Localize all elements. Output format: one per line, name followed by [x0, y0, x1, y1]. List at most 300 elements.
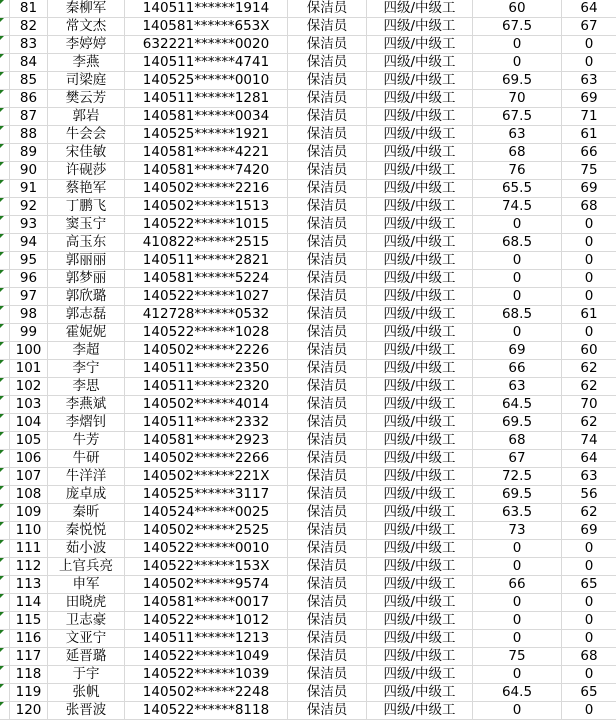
cell-row-number[interactable]: 89	[10, 144, 48, 161]
cell-skill-level[interactable]: 四级/中级工	[367, 342, 473, 359]
cell-row-number[interactable]: 110	[10, 522, 48, 539]
cell-score-1[interactable]: 0	[473, 540, 562, 557]
cell-job-title[interactable]: 保洁员	[288, 108, 367, 125]
cell-id-number[interactable]: 140522******1015	[125, 216, 288, 233]
cell-row-number[interactable]: 119	[10, 684, 48, 701]
cell-skill-level[interactable]: 四级/中级工	[367, 90, 473, 107]
cell-score-2[interactable]: 69	[580, 180, 598, 196]
cell-job-title[interactable]: 保洁员	[288, 288, 367, 305]
cell-row-number[interactable]: 98	[10, 306, 48, 323]
cell-skill-level[interactable]: 四级/中级工	[367, 108, 473, 125]
cell-skill-level[interactable]: 四级/中级工	[367, 450, 473, 467]
cell-score-2[interactable]: 0	[584, 540, 594, 556]
cell-skill-level[interactable]: 四级/中级工	[367, 324, 473, 341]
cell-job-title[interactable]: 保洁员	[288, 144, 367, 161]
cell-id-number[interactable]: 140522******0010	[125, 540, 288, 557]
cell-row-number[interactable]: 99	[10, 324, 48, 341]
cell-job-title[interactable]: 保洁员	[288, 126, 367, 143]
cell-row-number[interactable]: 116	[10, 630, 48, 647]
cell-id-number[interactable]: 140522******1012	[125, 612, 288, 629]
cell-job-title[interactable]: 保洁员	[288, 540, 367, 557]
cell-row-number[interactable]: 93	[10, 216, 48, 233]
cell-job-title[interactable]: 保洁员	[288, 306, 367, 323]
flag-cell[interactable]	[0, 468, 10, 485]
cell-skill-level[interactable]: 四级/中级工	[367, 486, 473, 503]
cell-score-1[interactable]: 73	[473, 522, 562, 539]
cell-score-2[interactable]: 65	[580, 684, 598, 700]
cell-score-1[interactable]: 0	[473, 216, 562, 233]
cell-name[interactable]: 张晋波	[48, 702, 125, 719]
cell-score-2[interactable]: 65	[580, 576, 598, 592]
cell-score-1[interactable]: 69.5	[473, 414, 562, 431]
cell-name[interactable]: 牛芳	[48, 432, 125, 449]
cell-id-number[interactable]: 412728******0532	[125, 306, 288, 323]
flag-cell[interactable]	[0, 504, 10, 521]
cell-score-1[interactable]: 0	[473, 594, 562, 611]
cell-score-1[interactable]: 70	[473, 90, 562, 107]
cell-id-number[interactable]: 140511******1213	[125, 630, 288, 647]
cell-job-title[interactable]: 保洁员	[288, 702, 367, 719]
cell-row-number[interactable]: 100	[10, 342, 48, 359]
cell-name[interactable]: 李思	[48, 378, 125, 395]
cell-skill-level[interactable]: 四级/中级工	[367, 36, 473, 53]
cell-score-2[interactable]: 0	[584, 630, 594, 646]
cell-skill-level[interactable]: 四级/中级工	[367, 666, 473, 683]
cell-score-2[interactable]: 64	[580, 0, 598, 16]
cell-id-number[interactable]: 140502******2216	[125, 180, 288, 197]
flag-cell[interactable]	[0, 180, 10, 197]
cell-skill-level[interactable]: 四级/中级工	[367, 540, 473, 557]
cell-score-1[interactable]: 0	[473, 36, 562, 53]
cell-skill-level[interactable]: 四级/中级工	[367, 612, 473, 629]
flag-cell[interactable]	[0, 54, 10, 71]
cell-job-title[interactable]: 保洁员	[288, 468, 367, 485]
cell-row-number[interactable]: 85	[10, 72, 48, 89]
cell-skill-level[interactable]: 四级/中级工	[367, 432, 473, 449]
cell-id-number[interactable]: 140581******4221	[125, 144, 288, 161]
cell-score-2[interactable]: 0	[584, 666, 594, 682]
flag-cell[interactable]	[0, 306, 10, 323]
cell-job-title[interactable]: 保洁员	[288, 324, 367, 341]
cell-job-title[interactable]: 保洁员	[288, 558, 367, 575]
cell-job-title[interactable]: 保洁员	[288, 72, 367, 89]
cell-score-1[interactable]: 0	[473, 558, 562, 575]
flag-cell[interactable]	[0, 270, 10, 287]
cell-name[interactable]: 秦悦悦	[48, 522, 125, 539]
cell-id-number[interactable]: 140502******4014	[125, 396, 288, 413]
cell-row-number[interactable]: 88	[10, 126, 48, 143]
cell-id-number[interactable]: 140525******0010	[125, 72, 288, 89]
cell-id-number[interactable]: 140511******1281	[125, 90, 288, 107]
cell-skill-level[interactable]: 四级/中级工	[367, 126, 473, 143]
cell-score-1[interactable]: 68.5	[473, 234, 562, 251]
cell-skill-level[interactable]: 四级/中级工	[367, 270, 473, 287]
flag-cell[interactable]	[0, 540, 10, 557]
cell-name[interactable]: 张帆	[48, 684, 125, 701]
flag-cell[interactable]	[0, 594, 10, 611]
cell-name[interactable]: 许砚莎	[48, 162, 125, 179]
cell-score-2[interactable]: 71	[580, 108, 598, 124]
cell-score-1[interactable]: 66	[473, 576, 562, 593]
cell-row-number[interactable]: 94	[10, 234, 48, 251]
cell-skill-level[interactable]: 四级/中级工	[367, 702, 473, 719]
cell-score-2[interactable]: 0	[584, 216, 594, 232]
cell-skill-level[interactable]: 四级/中级工	[367, 684, 473, 701]
cell-job-title[interactable]: 保洁员	[288, 450, 367, 467]
cell-name[interactable]: 李宁	[48, 360, 125, 377]
cell-skill-level[interactable]: 四级/中级工	[367, 180, 473, 197]
cell-row-number[interactable]: 115	[10, 612, 48, 629]
cell-job-title[interactable]: 保洁员	[288, 396, 367, 413]
cell-job-title[interactable]: 保洁员	[288, 162, 367, 179]
cell-job-title[interactable]: 保洁员	[288, 576, 367, 593]
cell-score-2[interactable]: 68	[580, 198, 598, 214]
cell-row-number[interactable]: 90	[10, 162, 48, 179]
cell-name[interactable]: 李婷婷	[48, 36, 125, 53]
flag-cell[interactable]	[0, 126, 10, 143]
cell-job-title[interactable]: 保洁员	[288, 216, 367, 233]
cell-id-number[interactable]: 140502******2226	[125, 342, 288, 359]
cell-row-number[interactable]: 92	[10, 198, 48, 215]
cell-row-number[interactable]: 118	[10, 666, 48, 683]
cell-row-number[interactable]: 91	[10, 180, 48, 197]
cell-score-1[interactable]: 0	[473, 630, 562, 647]
cell-score-1[interactable]: 63	[473, 126, 562, 143]
cell-name[interactable]: 窦玉宁	[48, 216, 125, 233]
cell-score-2[interactable]: 0	[584, 270, 594, 286]
cell-score-1[interactable]: 60	[473, 0, 562, 17]
cell-score-2[interactable]: 60	[580, 342, 598, 358]
cell-job-title[interactable]: 保洁员	[288, 630, 367, 647]
cell-score-2[interactable]: 66	[580, 144, 598, 160]
cell-score-2[interactable]: 56	[580, 486, 598, 502]
cell-name[interactable]: 郭欣璐	[48, 288, 125, 305]
cell-row-number[interactable]: 97	[10, 288, 48, 305]
cell-name[interactable]: 蔡艳军	[48, 180, 125, 197]
cell-name[interactable]: 秦柳军	[48, 0, 125, 17]
flag-cell[interactable]	[0, 324, 10, 341]
cell-row-number[interactable]: 81	[10, 0, 48, 17]
cell-score-2[interactable]: 69	[580, 522, 598, 538]
cell-score-1[interactable]: 75	[473, 648, 562, 665]
flag-cell[interactable]	[0, 396, 10, 413]
cell-score-2[interactable]: 70	[580, 396, 598, 412]
cell-row-number[interactable]: 105	[10, 432, 48, 449]
cell-score-2[interactable]: 0	[584, 234, 594, 250]
cell-skill-level[interactable]: 四级/中级工	[367, 144, 473, 161]
cell-skill-level[interactable]: 四级/中级工	[367, 648, 473, 665]
cell-job-title[interactable]: 保洁员	[288, 360, 367, 377]
cell-skill-level[interactable]: 四级/中级工	[367, 576, 473, 593]
cell-name[interactable]: 高玉东	[48, 234, 125, 251]
cell-score-1[interactable]: 0	[473, 252, 562, 269]
cell-row-number[interactable]: 84	[10, 54, 48, 71]
cell-row-number[interactable]: 109	[10, 504, 48, 521]
cell-score-2[interactable]: 67	[580, 18, 598, 34]
cell-skill-level[interactable]: 四级/中级工	[367, 198, 473, 215]
flag-cell[interactable]	[0, 252, 10, 269]
cell-id-number[interactable]: 140581******653X	[125, 18, 288, 35]
cell-skill-level[interactable]: 四级/中级工	[367, 396, 473, 413]
flag-cell[interactable]	[0, 648, 10, 665]
flag-cell[interactable]	[0, 702, 10, 719]
cell-skill-level[interactable]: 四级/中级工	[367, 378, 473, 395]
cell-score-2[interactable]: 61	[580, 126, 598, 142]
cell-name[interactable]: 郭岩	[48, 108, 125, 125]
cell-job-title[interactable]: 保洁员	[288, 18, 367, 35]
cell-id-number[interactable]: 140511******2320	[125, 378, 288, 395]
cell-id-number[interactable]: 140524******0025	[125, 504, 288, 521]
cell-row-number[interactable]: 107	[10, 468, 48, 485]
cell-name[interactable]: 卫志豪	[48, 612, 125, 629]
flag-cell[interactable]	[0, 234, 10, 251]
cell-score-1[interactable]: 63.5	[473, 504, 562, 521]
cell-score-1[interactable]: 68	[473, 432, 562, 449]
cell-row-number[interactable]: 117	[10, 648, 48, 665]
cell-job-title[interactable]: 保洁员	[288, 54, 367, 71]
cell-score-1[interactable]: 67.5	[473, 18, 562, 35]
flag-cell[interactable]	[0, 576, 10, 593]
cell-job-title[interactable]: 保洁员	[288, 486, 367, 503]
cell-name[interactable]: 牛研	[48, 450, 125, 467]
cell-id-number[interactable]: 140502******2266	[125, 450, 288, 467]
cell-job-title[interactable]: 保洁员	[288, 612, 367, 629]
cell-id-number[interactable]: 140522******1028	[125, 324, 288, 341]
flag-cell[interactable]	[0, 450, 10, 467]
cell-id-number[interactable]: 140511******1914	[125, 0, 288, 17]
cell-name[interactable]: 司梁庭	[48, 72, 125, 89]
cell-id-number[interactable]: 140581******2923	[125, 432, 288, 449]
cell-name[interactable]: 牛洋洋	[48, 468, 125, 485]
flag-cell[interactable]	[0, 684, 10, 701]
flag-cell[interactable]	[0, 360, 10, 377]
cell-score-1[interactable]: 72.5	[473, 468, 562, 485]
flag-cell[interactable]	[0, 342, 10, 359]
cell-id-number[interactable]: 140581******5224	[125, 270, 288, 287]
flag-cell[interactable]	[0, 288, 10, 305]
cell-name[interactable]: 延晋璐	[48, 648, 125, 665]
cell-name[interactable]: 上官兵亮	[48, 558, 125, 575]
cell-row-number[interactable]: 101	[10, 360, 48, 377]
flag-cell[interactable]	[0, 216, 10, 233]
flag-cell[interactable]	[0, 90, 10, 107]
cell-score-1[interactable]: 65.5	[473, 180, 562, 197]
cell-score-1[interactable]: 0	[473, 54, 562, 71]
flag-cell[interactable]	[0, 612, 10, 629]
cell-score-1[interactable]: 0	[473, 324, 562, 341]
flag-cell[interactable]	[0, 0, 10, 17]
cell-id-number[interactable]: 140511******4741	[125, 54, 288, 71]
cell-score-2[interactable]: 0	[584, 702, 594, 718]
flag-cell[interactable]	[0, 144, 10, 161]
cell-score-1[interactable]: 66	[473, 360, 562, 377]
cell-name[interactable]: 茹小波	[48, 540, 125, 557]
cell-id-number[interactable]: 140581******0034	[125, 108, 288, 125]
flag-cell[interactable]	[0, 18, 10, 35]
cell-skill-level[interactable]: 四级/中级工	[367, 630, 473, 647]
cell-row-number[interactable]: 96	[10, 270, 48, 287]
cell-score-1[interactable]: 0	[473, 666, 562, 683]
cell-job-title[interactable]: 保洁员	[288, 270, 367, 287]
cell-name[interactable]: 牛会会	[48, 126, 125, 143]
cell-score-1[interactable]: 69.5	[473, 72, 562, 89]
cell-job-title[interactable]: 保洁员	[288, 504, 367, 521]
cell-skill-level[interactable]: 四级/中级工	[367, 360, 473, 377]
cell-row-number[interactable]: 95	[10, 252, 48, 269]
flag-cell[interactable]	[0, 72, 10, 89]
cell-score-2[interactable]: 68	[580, 648, 598, 664]
cell-score-1[interactable]: 69.5	[473, 486, 562, 503]
cell-name[interactable]: 文亚宁	[48, 630, 125, 647]
cell-name[interactable]: 李燕斌	[48, 396, 125, 413]
cell-skill-level[interactable]: 四级/中级工	[367, 72, 473, 89]
cell-score-1[interactable]: 74.5	[473, 198, 562, 215]
flag-cell[interactable]	[0, 414, 10, 431]
cell-score-1[interactable]: 64.5	[473, 396, 562, 413]
cell-job-title[interactable]: 保洁员	[288, 666, 367, 683]
cell-score-2[interactable]: 0	[584, 288, 594, 304]
cell-name[interactable]: 郭梦丽	[48, 270, 125, 287]
cell-score-2[interactable]: 62	[580, 360, 598, 376]
cell-score-2[interactable]: 62	[580, 414, 598, 430]
cell-score-2[interactable]: 62	[580, 378, 598, 394]
cell-skill-level[interactable]: 四级/中级工	[367, 468, 473, 485]
cell-id-number[interactable]: 140522******153X	[125, 558, 288, 575]
cell-skill-level[interactable]: 四级/中级工	[367, 504, 473, 521]
cell-skill-level[interactable]: 四级/中级工	[367, 594, 473, 611]
cell-job-title[interactable]: 保洁员	[288, 234, 367, 251]
cell-score-2[interactable]: 0	[584, 594, 594, 610]
cell-row-number[interactable]: 83	[10, 36, 48, 53]
flag-cell[interactable]	[0, 108, 10, 125]
cell-row-number[interactable]: 102	[10, 378, 48, 395]
cell-skill-level[interactable]: 四级/中级工	[367, 234, 473, 251]
cell-skill-level[interactable]: 四级/中级工	[367, 216, 473, 233]
cell-job-title[interactable]: 保洁员	[288, 414, 367, 431]
cell-id-number[interactable]: 140502******1513	[125, 198, 288, 215]
cell-id-number[interactable]: 140502******2248	[125, 684, 288, 701]
cell-row-number[interactable]: 108	[10, 486, 48, 503]
cell-score-2[interactable]: 0	[584, 252, 594, 268]
cell-score-1[interactable]: 76	[473, 162, 562, 179]
cell-name[interactable]: 李熠钊	[48, 414, 125, 431]
cell-skill-level[interactable]: 四级/中级工	[367, 252, 473, 269]
cell-score-2[interactable]: 0	[584, 36, 594, 52]
cell-name[interactable]: 樊云芳	[48, 90, 125, 107]
cell-name[interactable]: 丁鹏飞	[48, 198, 125, 215]
cell-skill-level[interactable]: 四级/中级工	[367, 18, 473, 35]
cell-score-1[interactable]: 68.5	[473, 306, 562, 323]
cell-score-1[interactable]: 0	[473, 702, 562, 719]
cell-row-number[interactable]: 82	[10, 18, 48, 35]
cell-score-1[interactable]: 69	[473, 342, 562, 359]
cell-id-number[interactable]: 140522******1027	[125, 288, 288, 305]
cell-job-title[interactable]: 保洁员	[288, 90, 367, 107]
cell-job-title[interactable]: 保洁员	[288, 180, 367, 197]
cell-score-1[interactable]: 0	[473, 270, 562, 287]
flag-cell[interactable]	[0, 630, 10, 647]
cell-score-1[interactable]: 67.5	[473, 108, 562, 125]
cell-id-number[interactable]: 140581******7420	[125, 162, 288, 179]
cell-id-number[interactable]: 140511******2821	[125, 252, 288, 269]
cell-name[interactable]: 常文杰	[48, 18, 125, 35]
cell-row-number[interactable]: 86	[10, 90, 48, 107]
cell-row-number[interactable]: 112	[10, 558, 48, 575]
cell-name[interactable]: 郭志磊	[48, 306, 125, 323]
cell-score-1[interactable]: 68	[473, 144, 562, 161]
cell-id-number[interactable]: 140525******3117	[125, 486, 288, 503]
cell-row-number[interactable]: 114	[10, 594, 48, 611]
cell-score-2[interactable]: 0	[584, 54, 594, 70]
cell-job-title[interactable]: 保洁员	[288, 0, 367, 17]
cell-name[interactable]: 田晓虎	[48, 594, 125, 611]
cell-skill-level[interactable]: 四级/中级工	[367, 558, 473, 575]
cell-name[interactable]: 庞卓成	[48, 486, 125, 503]
cell-name[interactable]: 于宇	[48, 666, 125, 683]
cell-score-1[interactable]: 64.5	[473, 684, 562, 701]
cell-row-number[interactable]: 106	[10, 450, 48, 467]
cell-job-title[interactable]: 保洁员	[288, 522, 367, 539]
flag-cell[interactable]	[0, 522, 10, 539]
cell-name[interactable]: 李超	[48, 342, 125, 359]
flag-cell[interactable]	[0, 432, 10, 449]
cell-job-title[interactable]: 保洁员	[288, 684, 367, 701]
cell-score-1[interactable]: 0	[473, 612, 562, 629]
cell-score-2[interactable]: 74	[580, 432, 598, 448]
cell-skill-level[interactable]: 四级/中级工	[367, 414, 473, 431]
cell-score-1[interactable]: 67	[473, 450, 562, 467]
flag-cell[interactable]	[0, 378, 10, 395]
flag-cell[interactable]	[0, 558, 10, 575]
cell-id-number[interactable]: 140511******2350	[125, 360, 288, 377]
cell-row-number[interactable]: 120	[10, 702, 48, 719]
cell-id-number[interactable]: 140502******221X	[125, 468, 288, 485]
cell-skill-level[interactable]: 四级/中级工	[367, 288, 473, 305]
cell-id-number[interactable]: 140522******1049	[125, 648, 288, 665]
cell-score-2[interactable]: 69	[580, 90, 598, 106]
cell-score-2[interactable]: 62	[580, 504, 598, 520]
cell-row-number[interactable]: 113	[10, 576, 48, 593]
cell-job-title[interactable]: 保洁员	[288, 342, 367, 359]
cell-skill-level[interactable]: 四级/中级工	[367, 54, 473, 71]
cell-score-2[interactable]: 0	[584, 558, 594, 574]
cell-job-title[interactable]: 保洁员	[288, 36, 367, 53]
flag-cell[interactable]	[0, 36, 10, 53]
cell-skill-level[interactable]: 四级/中级工	[367, 522, 473, 539]
cell-row-number[interactable]: 104	[10, 414, 48, 431]
cell-score-2[interactable]: 0	[584, 612, 594, 628]
cell-id-number[interactable]: 140581******0017	[125, 594, 288, 611]
flag-cell[interactable]	[0, 162, 10, 179]
cell-id-number[interactable]: 140511******2332	[125, 414, 288, 431]
cell-skill-level[interactable]: 四级/中级工	[367, 0, 473, 17]
cell-id-number[interactable]: 140525******1921	[125, 126, 288, 143]
cell-score-1[interactable]: 0	[473, 288, 562, 305]
cell-job-title[interactable]: 保洁员	[288, 594, 367, 611]
cell-job-title[interactable]: 保洁员	[288, 198, 367, 215]
flag-cell[interactable]	[0, 486, 10, 503]
flag-cell[interactable]	[0, 666, 10, 683]
cell-score-2[interactable]: 64	[580, 450, 598, 466]
cell-id-number[interactable]: 140502******2525	[125, 522, 288, 539]
cell-job-title[interactable]: 保洁员	[288, 378, 367, 395]
cell-name[interactable]: 秦昕	[48, 504, 125, 521]
cell-score-2[interactable]: 75	[580, 162, 598, 178]
cell-id-number[interactable]: 632221******0020	[125, 36, 288, 53]
cell-score-2[interactable]: 61	[580, 306, 598, 322]
cell-skill-level[interactable]: 四级/中级工	[367, 162, 473, 179]
flag-cell[interactable]	[0, 198, 10, 215]
